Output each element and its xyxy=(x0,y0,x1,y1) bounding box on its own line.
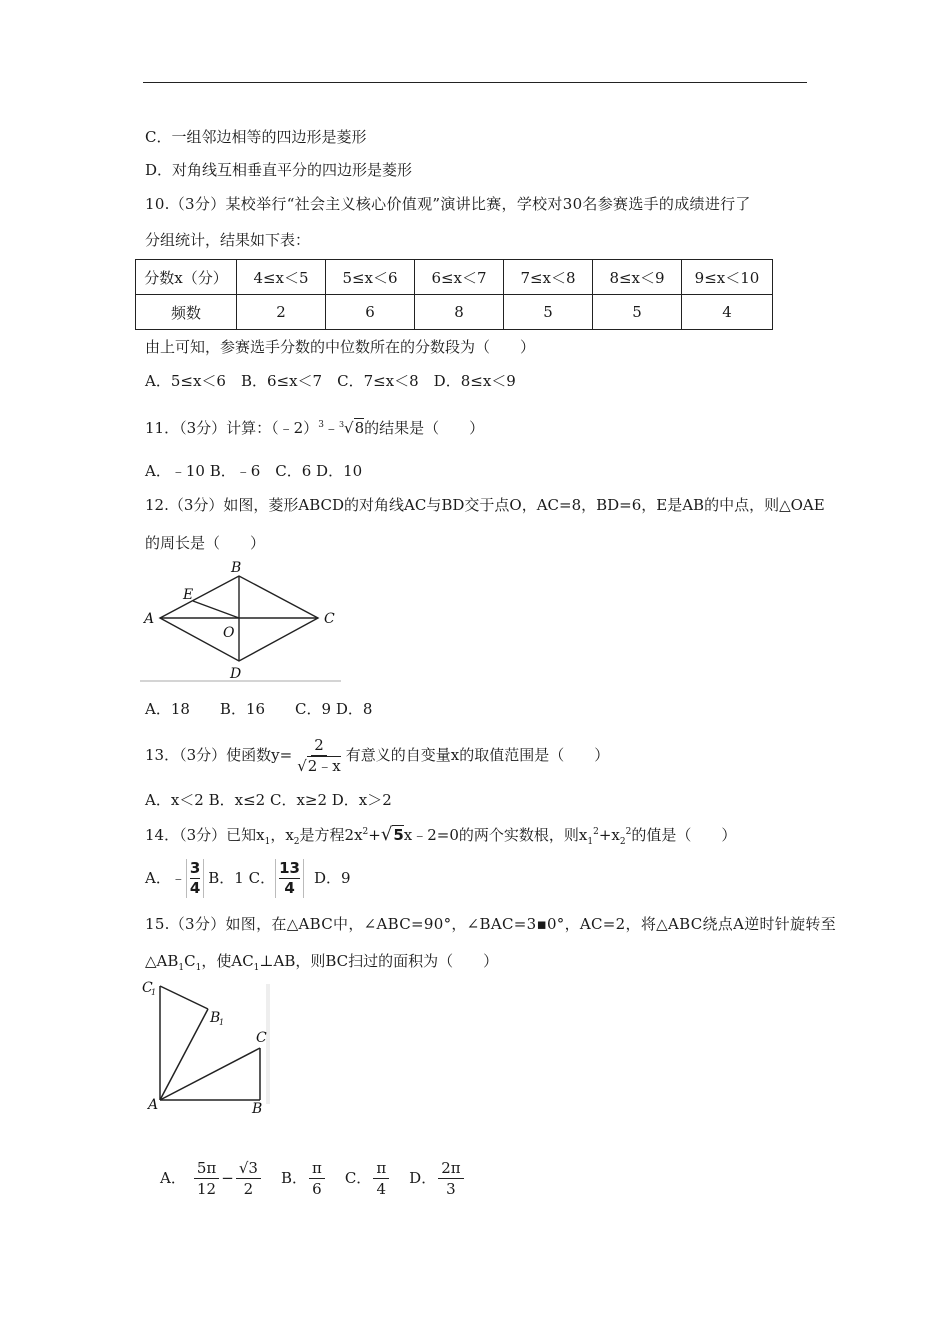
q14-stem-post: 的值是（ ） xyxy=(631,826,737,844)
q15-opt-c-den: 4 xyxy=(376,1179,387,1198)
q14-radicand: 5 xyxy=(393,826,404,844)
q15-opt-a-frac2 xyxy=(236,1158,261,1199)
table-count: 5 xyxy=(504,295,593,330)
table-range: 8≤x＜9 xyxy=(593,260,682,295)
q15-opt-a-minus: − xyxy=(221,1169,234,1187)
score-table xyxy=(135,259,773,330)
figure-label-a: A xyxy=(148,1097,159,1113)
q14-sub1: 1 xyxy=(264,837,271,847)
figure-label-b: B xyxy=(252,1101,263,1117)
q12-stem-line2: 的周长是（ ） xyxy=(145,534,266,552)
table-count: 5 xyxy=(593,295,682,330)
q14-s2: 2 xyxy=(619,837,626,847)
q14-opt-a-den: 4 xyxy=(189,878,201,897)
q15-opt-a-label: A． xyxy=(160,1169,186,1187)
q14-stem-pre: 14．（3分）已知x xyxy=(145,826,265,844)
q15-opt-b-den: 6 xyxy=(312,1179,322,1198)
q15-opt-c-num: π xyxy=(373,1158,389,1179)
table-range: 5≤x＜6 xyxy=(326,260,415,295)
sqrt-icon: √ xyxy=(380,824,393,845)
q13-stem-pre: 13．（3分）使函数y= xyxy=(145,746,293,764)
q10-question: 由上可知，参赛选手分数的中位数所在的分数段为（ ） xyxy=(145,338,536,356)
q9-option-c: C．一组邻边相等的四边形是菱形 xyxy=(145,128,367,146)
table-count: 8 xyxy=(415,295,504,330)
q14-plus: + xyxy=(368,826,381,844)
q15-opt-d-den: 3 xyxy=(446,1179,456,1198)
q14-e2: 2 xyxy=(625,827,632,837)
table-range: 7≤x＜8 xyxy=(504,260,593,295)
q12-options: A．18 B．16 C．9 D．8 xyxy=(145,700,373,718)
q15-opt-b-frac xyxy=(309,1158,325,1199)
figure-label-c1: C xyxy=(142,980,153,996)
q14-opt-b: B．1 C． xyxy=(208,869,276,887)
q9-option-d: D．对角线互相垂直平分的四边形是菱形 xyxy=(145,161,413,179)
q14-opt-c-den: 4 xyxy=(284,878,295,897)
table-header-label: 分数x（分） xyxy=(136,260,237,295)
figure-label-d: D xyxy=(230,666,242,682)
q14-mid1: ，x xyxy=(270,826,294,844)
q15-l2-pre: △AB xyxy=(145,952,179,970)
table-row-label: 频数 xyxy=(136,295,237,330)
figure-label-a: A xyxy=(144,611,155,627)
q15-opt-a-frac1 xyxy=(194,1158,219,1199)
sqrt-icon: √ xyxy=(297,756,307,775)
q13-options: A．x＜2 B．x≤2 C．x≥2 D．x＞2 xyxy=(145,791,392,809)
q15-opt-c-frac xyxy=(373,1158,389,1199)
q14-sub2: 2 xyxy=(293,837,300,847)
figure-label-c: C xyxy=(256,1030,267,1046)
rotation-figure xyxy=(138,978,273,1118)
q15-l2-mid: ，使AC xyxy=(201,952,254,970)
q14-plus2: +x xyxy=(598,826,620,844)
q15-l2-post: ⊥AB，则BC扫过的面积为（ ） xyxy=(259,952,499,970)
figure-label-e: E xyxy=(183,587,194,603)
q14-opt-a-fraction xyxy=(186,859,204,898)
q14-options xyxy=(145,856,351,900)
q14-opt-c-fraction xyxy=(275,859,304,898)
table-count: 2 xyxy=(237,295,326,330)
table-count: 6 xyxy=(326,295,415,330)
figure-label-b: B xyxy=(231,560,242,576)
q14-opt-a-num: 3 xyxy=(189,858,201,877)
q11-radicand: 8 xyxy=(354,419,365,437)
q15-l2-s1: 1 xyxy=(178,963,185,973)
q11-exponent: 3 xyxy=(318,420,324,430)
q11-stem xyxy=(145,415,484,438)
figure-label-b1-sub: 1 xyxy=(219,1018,225,1027)
q15-opt-b-num: π xyxy=(309,1158,325,1179)
q15-opt-d-num: 2π xyxy=(438,1158,463,1179)
q14-mid2: 是方程2x xyxy=(299,826,363,844)
q11-options: A．﹣10 B．﹣6 C．6 D．10 xyxy=(145,462,363,480)
q15-opt-a-num: 5π xyxy=(194,1158,219,1179)
rhombus-figure xyxy=(138,556,343,686)
q14-opt-c-num: 13 xyxy=(279,858,300,877)
q14-mid3: x﹣2=0的两个实数根，则x xyxy=(403,826,588,844)
q15-opt-c-label: C． xyxy=(344,1169,372,1187)
q13-stem-post: 有意义的自变量x的取值范围是（ ） xyxy=(345,746,610,764)
table-row xyxy=(136,260,773,295)
table-range: 9≤x＜10 xyxy=(682,260,773,295)
q13-stem xyxy=(145,733,609,777)
header-rule xyxy=(143,82,807,83)
q15-opt-a-den2: 2 xyxy=(243,1179,254,1198)
q15-opt-b-label: B． xyxy=(280,1169,307,1187)
q11-stem-pre: 11．（3分）计算：（﹣2） xyxy=(145,419,319,437)
q15-stem-line2 xyxy=(145,951,498,978)
q15-stem-line1: 15.（3分）如图，在△ABC中，∠ABC=90°，∠BAC=3▪0°，AC=2，将△ABC绕点A逆时针旋转至 xyxy=(145,915,837,933)
q13-frac-den-wrap xyxy=(294,756,344,776)
q14-s1: 1 xyxy=(587,837,594,847)
figure-label-c: C xyxy=(324,611,335,627)
table-row xyxy=(136,295,773,330)
q14-opt-a-label: A．﹣ xyxy=(145,869,186,887)
q13-frac-num: 2 xyxy=(311,735,327,756)
q14-sup2: 2 xyxy=(362,827,369,837)
table-range: 4≤x＜5 xyxy=(237,260,326,295)
q12-stem-line1: 12.（3分）如图，菱形ABCD的对角线AC与BD交于点O，AC=8，BD=6，E是AB的中点，则△OAE xyxy=(145,496,825,514)
q10-options: A．5≤x＜6 B．6≤x＜7 C．7≤x＜8 D．8≤x＜9 xyxy=(145,372,516,390)
q14-e1: 2 xyxy=(593,827,599,837)
q15-opt-d-frac xyxy=(438,1158,463,1199)
q10-stem-line2: 分组统计，结果如下表： xyxy=(145,231,311,249)
q11-stem-post: 的结果是（ ） xyxy=(364,419,485,437)
q14-opt-d: D．9 xyxy=(313,869,351,887)
table-range: 6≤x＜7 xyxy=(415,260,504,295)
q14-stem xyxy=(145,822,736,852)
sqrt-icon: √ xyxy=(344,419,354,437)
q15-options xyxy=(160,1152,466,1204)
q13-fraction xyxy=(294,735,344,776)
figure-label-c1-sub: 1 xyxy=(151,988,157,997)
q13-frac-den: 2﹣x xyxy=(307,756,341,775)
figure-label-b1: B xyxy=(210,1010,221,1026)
q11-root-index: 3 xyxy=(338,420,345,429)
q15-l2-s2: 1 xyxy=(195,963,202,973)
q15-l2-s3: 1 xyxy=(253,963,260,973)
table-count: 4 xyxy=(682,295,773,330)
q15-opt-d-label: D． xyxy=(409,1169,437,1187)
q15-opt-a-den: 12 xyxy=(197,1179,217,1198)
q11-minus: ﹣ xyxy=(323,419,339,437)
q15-l2-c: C xyxy=(184,952,196,970)
q10-stem-line1: 10.（3分）某校举行“社会主义核心价值观”演讲比赛，学校对30名参赛选手的成绩进行了 xyxy=(145,195,751,213)
figure-label-o: O xyxy=(223,625,235,641)
q15-opt-a-num2: √3 xyxy=(236,1158,261,1179)
